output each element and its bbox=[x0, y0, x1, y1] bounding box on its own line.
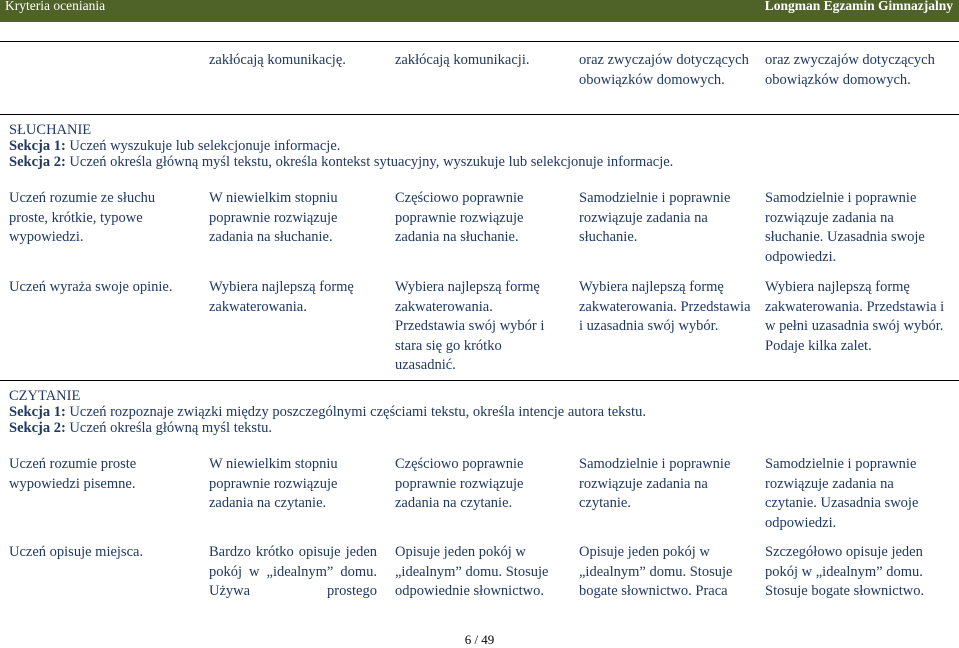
listening-row1-level3: Częściowo poprawnie poprawnie rozwiązuje zadania na słuchanie. bbox=[395, 190, 524, 245]
listening-row2-criterion: Uczeń wyraża swoje opinie. bbox=[9, 279, 173, 295]
listening-section-1 bbox=[9, 139, 340, 155]
reading-section-2-text: Uczeń określa główną myśl tekstu. bbox=[65, 420, 272, 436]
reading-row1-level2: W niewielkim stopniu poprawnie rozwiązuje zadania na czytanie. bbox=[209, 456, 338, 511]
page-number: 6 / 49 bbox=[464, 632, 495, 647]
reading-title: CZYTANIE bbox=[9, 388, 81, 404]
divider-before-reading bbox=[0, 380, 959, 381]
reading-section-1-label: Sekcja 1: bbox=[9, 404, 66, 420]
divider-before-listening bbox=[0, 114, 959, 115]
listening-section-2 bbox=[9, 155, 673, 171]
listening-row1-level2: W niewielkim stopniu poprawnie rozwiązuje zadania na słuchanie. bbox=[209, 190, 338, 245]
top-row-cell-3: zakłócają komunikacji. bbox=[395, 52, 530, 68]
reading-section-2 bbox=[9, 421, 272, 437]
header-right-title: Longman Egzamin Gimnazjalny bbox=[764, 0, 953, 13]
reading-row2-level4: Opisuje jeden pokój w „idealnym” domu. Stosuje bogate słownictwo. Praca bbox=[579, 544, 733, 599]
page-header-band bbox=[0, 0, 959, 22]
reading-row1-level5: Samodzielnie i poprawnie rozwiązuje zadania na czytanie. Uzasadnia swoje odpowiedzi. bbox=[765, 456, 919, 531]
reading-row1-level3: Częściowo poprawnie poprawnie rozwiązuje zadania na czytanie. bbox=[395, 456, 524, 511]
top-row-cell-2: zakłócają komunikację. bbox=[209, 52, 346, 68]
header-left-title: Kryteria oceniania bbox=[5, 0, 106, 13]
top-row-cell-5: oraz zwyczajów dotyczących obowiązków domowych. bbox=[765, 52, 935, 88]
listening-row2-level5: Wybiera najlepszą formę zakwaterowania. Przedstawia i w pełni uzasadnia swój wybór. Podaje kilka zalet. bbox=[765, 279, 945, 354]
reading-section-1 bbox=[9, 405, 646, 421]
reading-row1-criterion: Uczeń rozumie proste wypowiedzi pisemne. bbox=[9, 456, 137, 492]
reading-row2-level2: Bardzo krótko opisuje jeden pokój w „idealnym” domu. Używa prostego bbox=[209, 544, 377, 599]
listening-section-2-text: Uczeń określa główną myśl tekstu, określa kontekst sytuacyjny, wyszukuje lub selekcjonuje informacje. bbox=[65, 154, 674, 170]
listening-section-1-label: Sekcja 1: bbox=[9, 138, 66, 154]
reading-row2-level3: Opisuje jeden pokój w „idealnym” domu. Stosuje odpowiednie słownictwo. bbox=[395, 544, 549, 599]
listening-row1-level5: Samodzielnie i poprawnie rozwiązuje zadania na słuchanie. Uzasadnia swoje odpowiedzi. bbox=[765, 190, 925, 265]
reading-section-2-label: Sekcja 2: bbox=[9, 420, 66, 436]
reading-row2-criterion: Uczeń opisuje miejsca. bbox=[9, 544, 144, 560]
top-row-cell-4: oraz zwyczajów dotyczących obowiązków domowych. bbox=[579, 52, 749, 88]
listening-row2-level2: Wybiera najlepszą formę zakwaterowania. bbox=[209, 279, 354, 315]
listening-row1-level4: Samodzielnie i poprawnie rozwiązuje zadania na słuchanie. bbox=[579, 190, 731, 245]
listening-row2-level3: Wybiera najlepszą formę zakwaterowania. Przedstawia swój wybór i stara się go krótko uzasadnić. bbox=[395, 279, 545, 373]
listening-section-1-text: Uczeń wyszukuje lub selekcjonuje informacje. bbox=[65, 138, 341, 154]
reading-section-1-text: Uczeń rozpoznaje związki między poszczególnymi częściami tekstu, określa intencje autora tekstu. bbox=[65, 404, 646, 420]
listening-row2-level4: Wybiera najlepszą formę zakwaterowania. Przedstawia i uzasadnia swój wybór. bbox=[579, 279, 751, 334]
listening-row1-criterion: Uczeń rozumie ze słuchu proste, krótkie, typowe wypowiedzi. bbox=[9, 190, 156, 245]
reading-row2-level5: Szczegółowo opisuje jeden pokój w „idealnym” domu. Stosuje bogate słownictwo. bbox=[765, 544, 925, 599]
listening-title: SŁUCHANIE bbox=[9, 122, 92, 138]
table-top-border bbox=[0, 41, 959, 42]
listening-section-2-label: Sekcja 2: bbox=[9, 154, 66, 170]
reading-row1-level4: Samodzielnie i poprawnie rozwiązuje zadania na czytanie. bbox=[579, 456, 731, 511]
